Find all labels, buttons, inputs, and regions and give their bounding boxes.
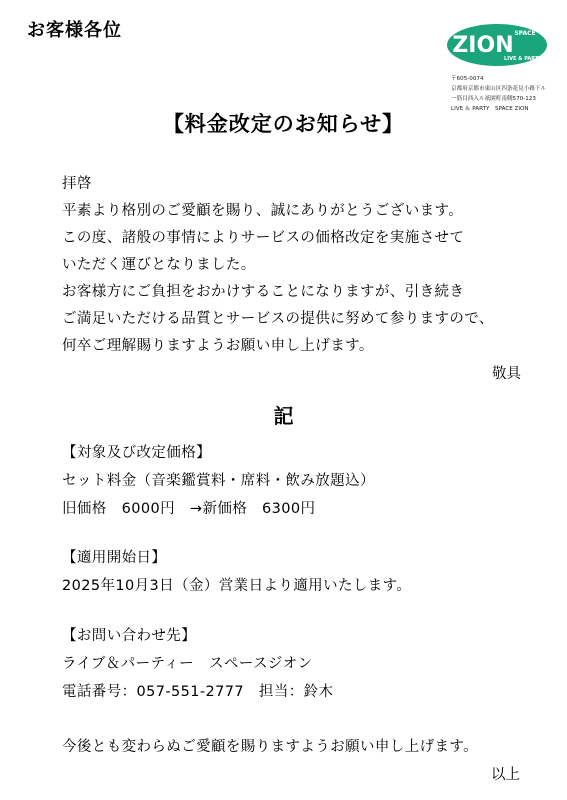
price-change: 旧価格 6000円 →新価格 6300円 <box>62 501 316 517</box>
start-heading: 【適用開始日】 <box>62 550 167 566</box>
address-line-2: 一筋目西入ル祇園町南側570-123 <box>451 96 536 102</box>
logo-top-text: SPACE <box>514 30 536 37</box>
contact-heading: 【お問い合わせ先】 <box>62 628 197 644</box>
logo-bottom-text: LIVE & PARTY <box>504 56 542 62</box>
letter-line-3: いただく運びとなりました。 <box>62 257 256 273</box>
letter-line-2: この度、諸般の事情によりサービスの価格改定を実施させて <box>62 230 465 246</box>
final-message: 今後とも変わらぬご愛顧を賜りますようお願い申し上げます。 <box>62 739 479 755</box>
space-zion-logo <box>445 22 549 68</box>
recipient-line: お客様各位 <box>27 20 122 41</box>
letter-line-5: ご満足いただける品質とサービスの提供に努めて参りますので、 <box>62 311 494 327</box>
letter-line-4: お客様方にご負担をおかけすることになりますが、引き続き <box>62 284 465 300</box>
address-line-1: 京都府京都市東山区四条花見小路下ル <box>451 86 547 92</box>
address-postal: 〒605-0074 <box>451 76 484 82</box>
start-text: 2025年10月3日（金）営業日より適用いたします。 <box>62 578 412 594</box>
letter-line-6: 何卒ご理解賜りますようお願い申し上げます。 <box>62 338 374 354</box>
contact-phone: 電話番号：057-551-2777 担当：鈴木 <box>62 684 334 700</box>
end-mark: 以上 <box>491 767 520 783</box>
target-heading: 【対象及び改定価格】 <box>62 445 211 461</box>
page-title: 【料金改定のお知らせ】 <box>162 112 405 136</box>
contact-name: ライブ＆パーティー スペースジオン <box>62 656 313 672</box>
letter-line-1: 平素より格別のご愛顧を賜り、誠にありがとうございます。 <box>62 203 464 219</box>
target-item: セット料金（音楽鑑賞料・席料・飲み放題込） <box>62 473 375 489</box>
letter-closing: 敬具 <box>492 366 521 382</box>
letter-opening: 拝啓 <box>62 176 92 192</box>
ki-heading: 記 <box>273 404 294 428</box>
logo-main-text: ZION <box>452 33 514 58</box>
address-venue: LIVE ＆ PARTY SPACE ZION <box>451 106 529 112</box>
